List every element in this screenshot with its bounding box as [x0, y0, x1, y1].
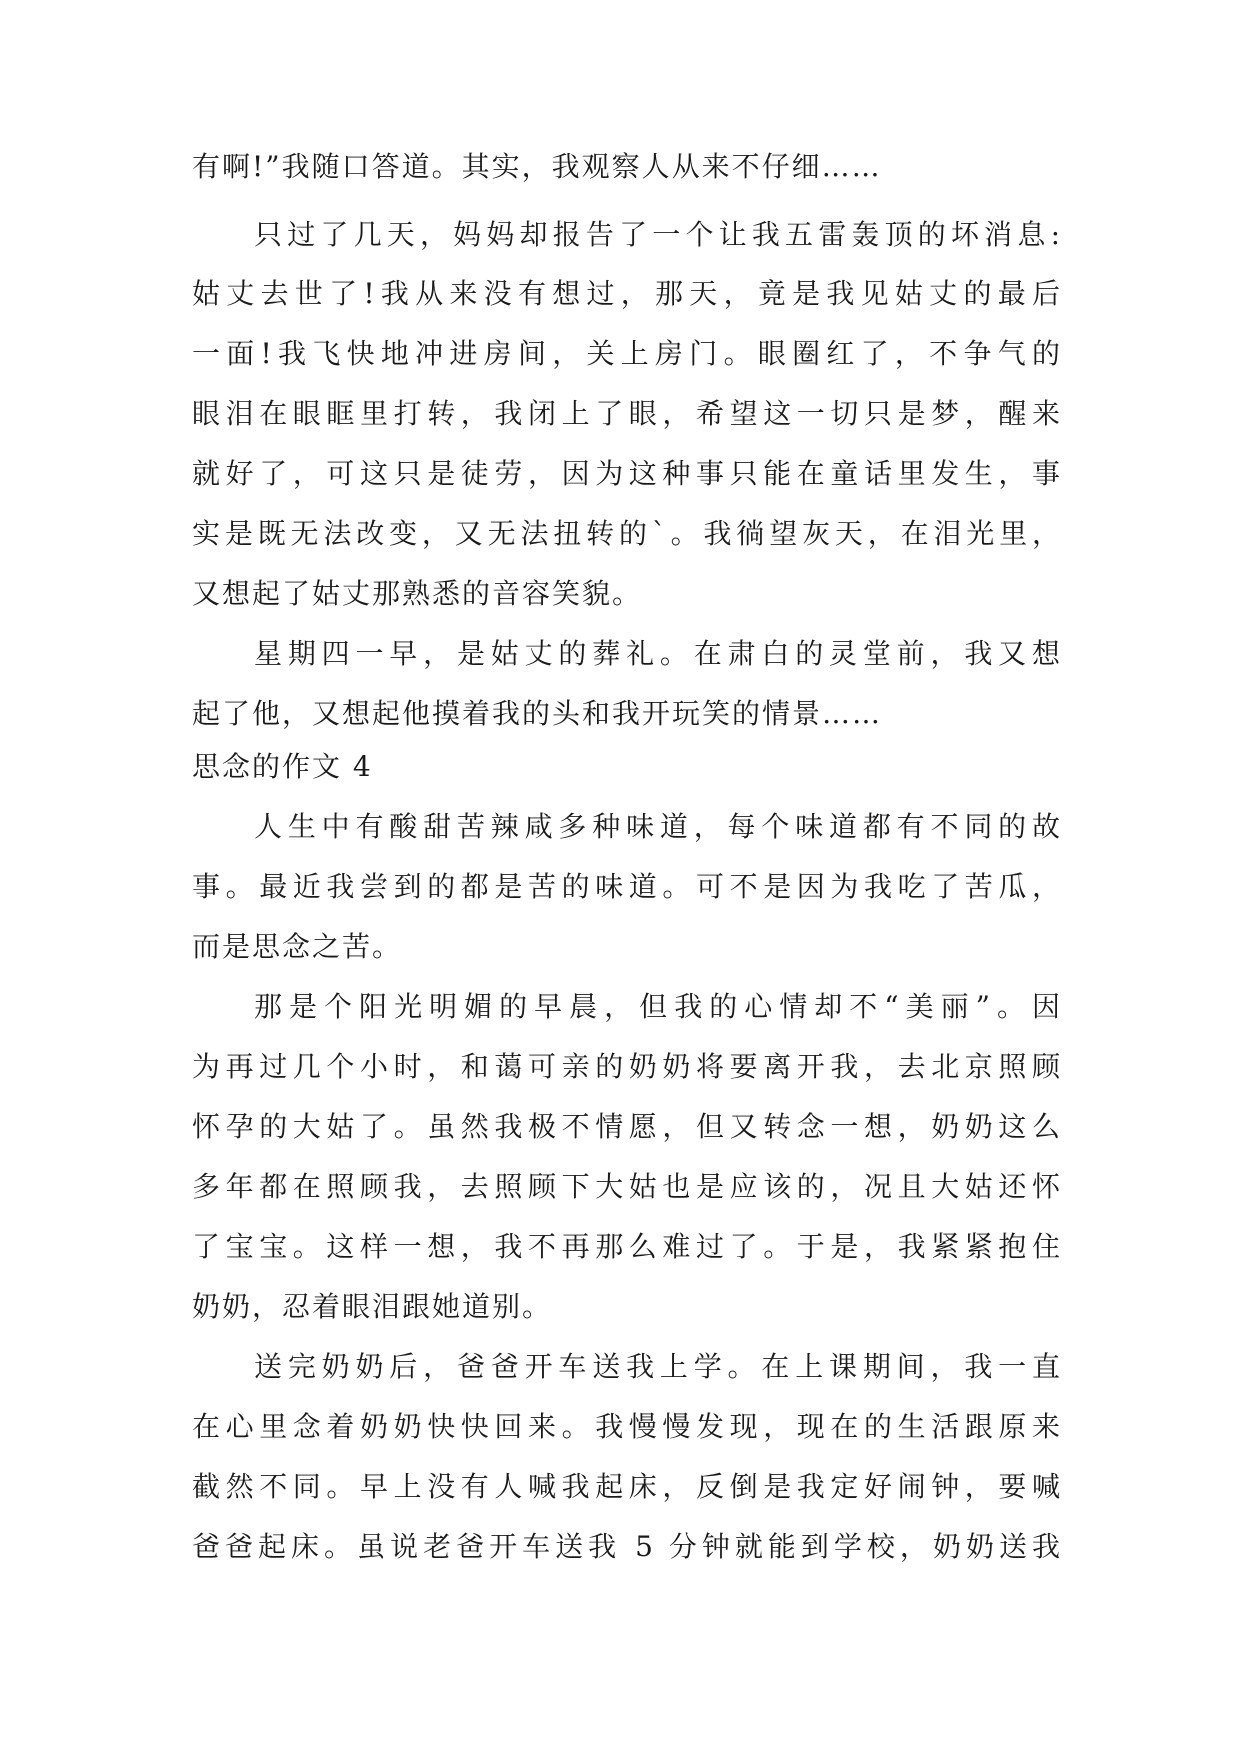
paragraph-line: 实是既无法改变，又无法扭转的`。我徜望灰天，在泪光里，	[192, 517, 1062, 550]
paragraph-line: 姑丈去世了!我从来没有想过，那天，竟是我见姑丈的最后	[192, 277, 1062, 310]
paragraph-line: 星期四一早，是姑丈的葬礼。在肃白的灵堂前，我又想	[254, 637, 1062, 670]
paragraph-line: 一面!我飞快地冲进房间，关上房门。眼圈红了，不争气的	[192, 337, 1062, 370]
paragraph-line: 多年都在照顾我，去照顾下大姑也是应该的，况且大姑还怀	[192, 1170, 1062, 1203]
paragraph-line: 怀孕的大姑了。虽然我极不情愿，但又转念一想，奶奶这么	[192, 1110, 1062, 1143]
paragraph-line: 人生中有酸甜苦辣咸多种味道，每个味道都有不同的故	[254, 810, 1062, 843]
paragraph-line: 而是思念之苦。	[192, 930, 403, 963]
paragraph-line: 送完奶奶后，爸爸开车送我上学。在上课期间，我一直	[254, 1350, 1062, 1383]
paragraph-line: 有啊!”我随口答道。其实，我观察人从来不仔细……	[192, 150, 882, 183]
section-heading: 思念的作文 4	[192, 750, 373, 783]
paragraph-line: 奶奶，忍着眼泪跟她道别。	[192, 1290, 553, 1323]
paragraph-line: 在心里念着奶奶快快回来。我慢慢发现，现在的生活跟原来	[192, 1410, 1062, 1443]
paragraph-line: 那是个阳光明媚的早晨，但我的心情却不“美丽”。因	[254, 990, 1062, 1023]
paragraph-line: 只过了几天，妈妈却报告了一个让我五雷轰顶的坏消息:	[254, 218, 1062, 251]
paragraph-line: 就好了，可这只是徒劳，因为这种事只能在童话里发生，事	[192, 457, 1062, 490]
paragraph-line: 为再过几个小时，和蔼可亲的奶奶将要离开我，去北京照顾	[192, 1050, 1062, 1083]
paragraph-line: 截然不同。早上没有人喊我起床，反倒是我定好闹钟，要喊	[192, 1470, 1062, 1503]
paragraph-line: 起了他，又想起他摸着我的头和我开玩笑的情景……	[192, 697, 883, 730]
paragraph-line: 又想起了姑丈那熟悉的音容笑貌。	[192, 577, 643, 610]
paragraph-line: 爸爸起床。虽说老爸开车送我 5 分钟就能到学校，奶奶送我	[192, 1530, 1062, 1563]
paragraph-line: 眼泪在眼眶里打转，我闭上了眼，希望这一切只是梦，醒来	[192, 397, 1062, 430]
paragraph-line: 了宝宝。这样一想，我不再那么难过了。于是，我紧紧抱住	[192, 1230, 1062, 1263]
paragraph-line: 事。最近我尝到的都是苦的味道。可不是因为我吃了苦瓜，	[192, 870, 1062, 903]
